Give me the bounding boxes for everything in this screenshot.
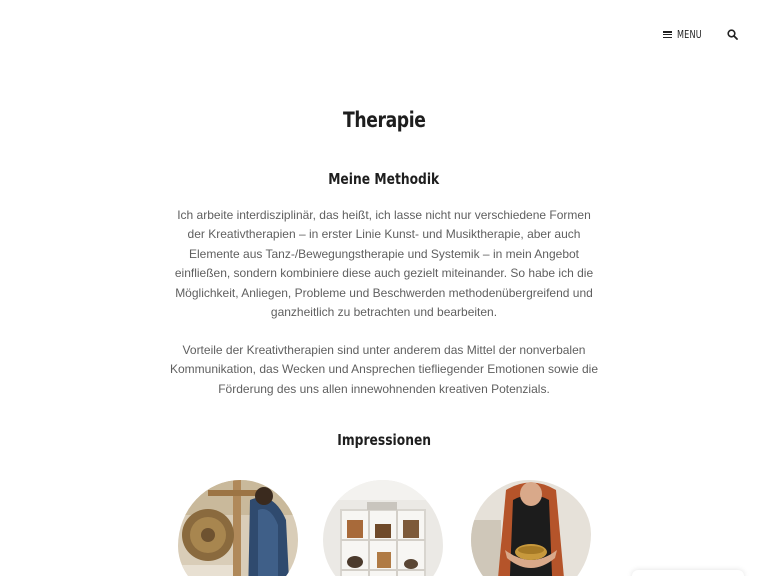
methodik-paragraph-2: Vorteile der Kreativtherapien sind unter anderem das Mittel der nonverbalen Kommunikation, das Wecken und Ansprechen tiefliegender Emotionen sowie die Förderung des uns allen innewohnenden kreativen Potenzials. [169,343,599,396]
shelf-instruments-photo[interactable] [323,480,443,576]
search-icon [727,29,738,40]
methodik-heading: Meine Methodik [328,170,440,188]
menu-label: MENU [676,28,702,41]
impressionen-heading: Impressionen [337,431,431,449]
gong-photo[interactable] [178,480,298,576]
header-bar [663,28,738,41]
impressionen-gallery [0,480,768,576]
singing-bowl-photo[interactable] [471,480,591,576]
page-title: Therapie [342,108,426,132]
methodik-paragraph-1: Ich arbeite interdisziplinär, das heißt, ich lasse nicht nur verschiedene Formen der Kreativtherapien – in erster Linie Kunst- und Musiktherapie, aber auch Elemente aus Tanz-/Bewegungstherapie und Systemik – in mein Angebot einfließen, sondern kombiniere diese auch gezielt miteinander. So habe ich die Möglichkeit, Anliegen, Probleme und Beschwerden methodenübergreifend und ganzheitlich zu betrachten und bearbeiten. [174,208,594,320]
menu-button[interactable] [663,28,707,41]
hamburger-icon [663,31,672,38]
search-button[interactable] [727,29,738,40]
cookie-banner-edge[interactable] [632,570,744,576]
